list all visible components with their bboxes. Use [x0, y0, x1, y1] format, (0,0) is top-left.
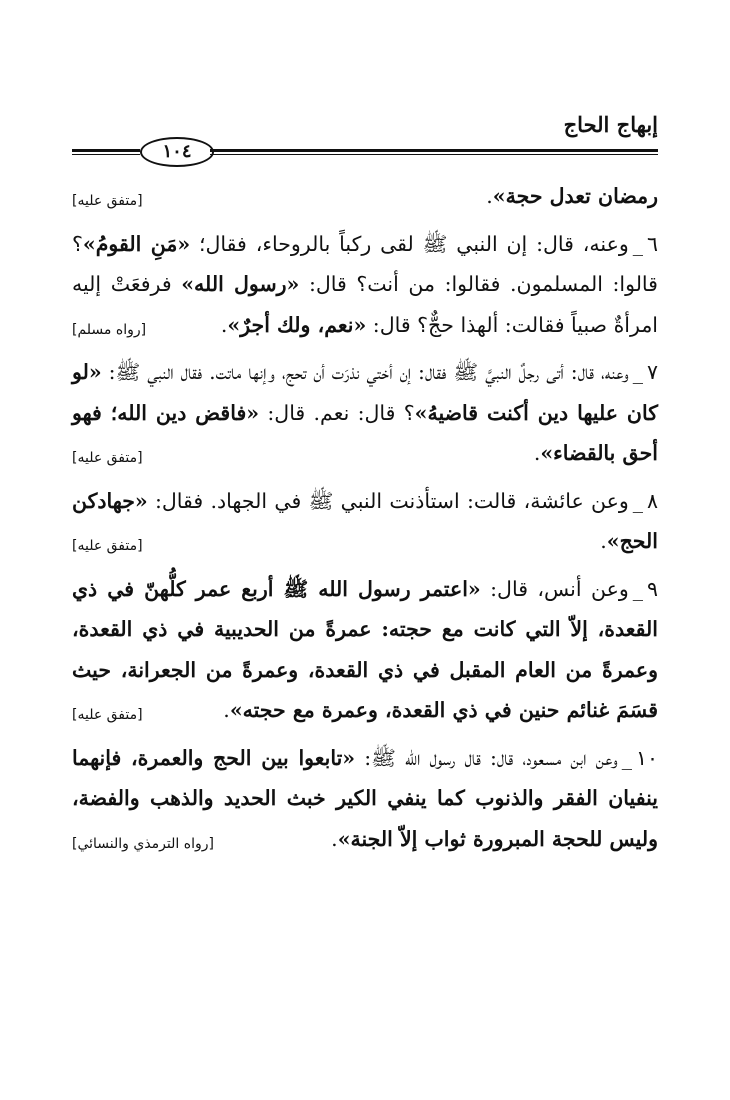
hadith-text [72, 224, 658, 351]
hadith-quote: «رسول الله» [181, 272, 300, 296]
hadith-number: ٧ [646, 360, 658, 384]
hadith-text [72, 481, 658, 567]
number-dash: _ [632, 488, 643, 513]
citation: [متفق عليه] [72, 707, 143, 723]
page-header [72, 104, 658, 162]
page-number: ١٠٤ [140, 137, 214, 167]
citation: [رواه الترمذي والنسائي] [72, 835, 214, 852]
rule-left [72, 149, 140, 155]
hadith-narration: وعنه، قال: إن النبي ﷺ لقى ركباً بالروحاء، فقال؛ [190, 231, 629, 256]
hadith-text [72, 569, 658, 736]
hadith-narration: وعن عائشة، قالت: استأذنت النبي ﷺ في الجهاد. فقال: [147, 488, 629, 513]
hadith-h9 [72, 569, 658, 736]
citation: [متفق عليه] [72, 193, 143, 209]
hadith-narration: . [486, 184, 493, 208]
header-rule [72, 141, 658, 162]
hadith-narration: . [600, 529, 607, 553]
hadith-number: ٦ [646, 231, 658, 256]
hadith-body [72, 481, 658, 567]
number-dash: _ [621, 745, 632, 770]
hadith-h10 [72, 738, 658, 865]
hadith-quote: «فاقض دين الله؛ فهو أحق بالقضاء» [72, 400, 658, 465]
running-title: إبهاج الحاج [563, 112, 658, 137]
hadith-h8 [72, 481, 658, 567]
hadith-quote: «تابعوا بين الحج والعمرة، فإنهما ينفيان الفقر والذنوب كما ينفي الكير خبث الحديد والذهب والفضة، وليس للحجة المبرورة ثواب إلاّ الجنة» [72, 745, 658, 851]
number-dash: _ [632, 231, 643, 256]
hadith-quote: «مَنِ القومُ» [82, 231, 191, 256]
hadith-text [72, 176, 658, 222]
hadith-h7 [72, 352, 658, 479]
hadith-body [72, 224, 658, 351]
hadith-narration: . [331, 826, 338, 851]
hadith-body [72, 176, 658, 222]
hadith-quote: «اعتمر رسول الله ﷺ أربع عمر كلُّهنّ في ذي القعدة، إلاّ التي كانت مع حجته: عمرةً من الحديبية في ذي القعدة، وعمرةً من العام المقبل في ذي القعدة، وعمرةً من الجعرانة، حيث قسَمَ غنائم حنين في ذي القعدة، وعمرة مع حجته» [72, 576, 658, 722]
hadith-narration: وعن ابن مسعود، قال: قال رسول الله ﷺ: [355, 745, 618, 770]
hadith-body [72, 569, 658, 736]
hadith-narration: وعن أنس، قال: [480, 576, 629, 601]
citation: [رواه مسلم] [72, 321, 147, 338]
number-dash: _ [632, 360, 643, 384]
hadith-narration: . [220, 312, 228, 337]
hadith-quote: «لو كان عليها دين أكنت قاضيهُ» [72, 360, 658, 425]
hadith-quote: «نعم، ولك أجرٌ» [227, 312, 367, 337]
hadith-narration: . [223, 698, 230, 722]
hadith-quote: «جهادكن الحج» [72, 488, 658, 553]
citation: [متفق عليه] [72, 450, 143, 466]
hadith-body [72, 738, 658, 865]
hadith-narration: ؟ قال: نعم. قال: [259, 400, 415, 425]
hadith-cont [72, 176, 658, 222]
rule-right [210, 149, 658, 155]
number-dash: _ [632, 576, 643, 601]
hadith-h6 [72, 224, 658, 351]
hadith-list [72, 176, 658, 866]
citation: [متفق عليه] [72, 538, 143, 554]
hadith-number: ١٠ [635, 745, 658, 770]
hadith-quote: رمضان تعدل حجة» [492, 184, 658, 208]
hadith-narration: فرفعَتْ إليه امرأةٌ صبياً فقالت: ألهذا حجٌّ؟ قال: [72, 272, 658, 337]
hadith-text [72, 352, 658, 479]
hadith-number: ٩ [646, 576, 658, 601]
hadith-narration: وعنه، قال: أتى رجلٌ النبيَّ ﷺ فقال: إن أختي نذرَت أن تحج، وإنها ماتت. فقال النبي ﷺ: [101, 360, 629, 384]
hadith-number: ٨ [646, 488, 658, 513]
hadith-narration: ؟ قالوا: المسلمون. فقالوا: من أنت؟ قال: [72, 231, 658, 296]
hadith-text [72, 738, 658, 865]
hadith-narration: . [533, 441, 541, 465]
hadith-body [72, 352, 658, 479]
